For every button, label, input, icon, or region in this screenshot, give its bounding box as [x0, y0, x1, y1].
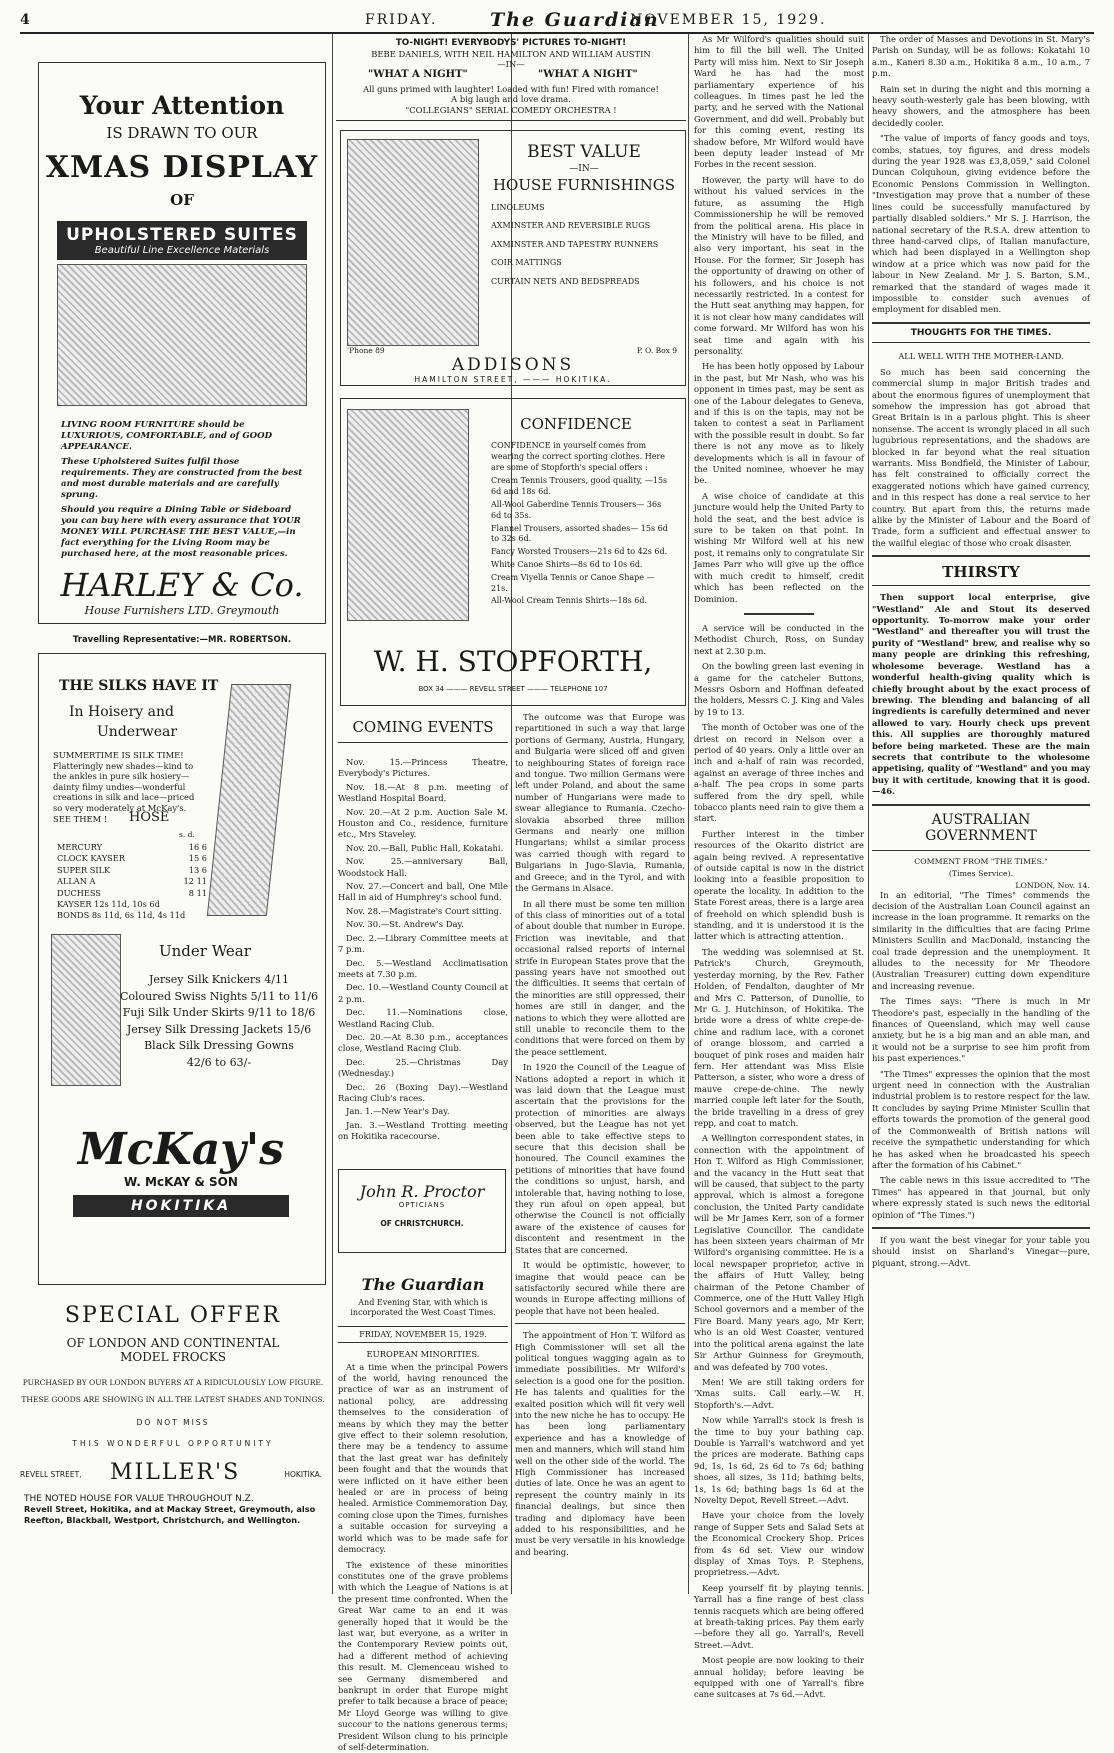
paragraph: At a time when the principal Powers of the world, having renounced the practice of war as an instrument of national policy, are addressing themselves to the consideration of means by which they may the better give effect to their solemn resolution, there may be a tendency to assume that the last great war has definitely been fought and that the wounds that were inflicted on it have either been healed or are in process of being healed. Armistice Commemoration Day, coming close upon the Times, furnishes a suitable occasion for surveying a world which was to be made safe for democracy. [338, 1362, 508, 1556]
underwear-item: Jersey Silk Knickers 4/11 [119, 972, 319, 989]
ad-item: All-Wool Cream Tennis Shirts—18s 6d. [491, 596, 671, 607]
column-rule [688, 34, 689, 1594]
event-item: Nov. 18.—At 8 p.m. meeting of Westland Hospital Board. [338, 782, 508, 805]
ad-item: Cream Viyella Tennis or Canoe Shape —21s. [491, 573, 671, 595]
paragraph: "The value of imports of fancy goods and toys, combs, statues, toy figures, and dress models during the year 1928 was £3,8,059," said Colonel Duncan Colquhoun, giving evidence before the Economic Pensions Commission in Wellington. "Investigation may prove that a number of these lines could be successfully manufactured by partially disabled soldiers." Mr S. J. Harrison, the national secretary of the R.S.A. drew attention to three hand-carved clips, of Italian manufacture, which had been displayed in a Wellington shop window at a price which was now paid for the labour in New Zealand. Mr J. S. Barton, S.M., remarked that the standard of wages made it impossible to consider such avenues of employment for disabled men. [872, 133, 1090, 316]
paragraph: The outcome was that Europe was repartitioned in such a way that large portions of Germany, Austria, Hungary, and Bulgaria were sliced off and given to neighbouring States of foreign race and tongue. Two million Germans were left under Poland, and about the same number of Hungarians were made to swear allegiance to Rumania. Czecho-slovakia absorbed three million Germans and nearly one million Hungarians; whilst a similar process was carried though with regard to Bulgarians in Jugo-Slavia, Rumania, and Greece; and in the Tyrol, and with the Germans in Alsace. [515, 712, 685, 895]
hose-item [57, 899, 207, 910]
hose-item [57, 876, 207, 887]
paragraph: The order of Masses and Devotions in St. Mary's Parish on Sunday, will be as follows: Kokatahi 10 a.m., Kaneri 8.30 a.m., Hokitika 8 a.m., 10 a.m., 7 p.m. [872, 34, 1090, 80]
event-item: Dec. 25.—Christmas Day (Wednesday.) [338, 1057, 508, 1080]
ad-item: LINOLEUMS [491, 203, 677, 214]
paragraph: In an editorial, "The Times" commends the decision of the Australian Loan Council against an increase in the loan programme. It remarks on the similarity in the difficulties that are facing Prime Ministers Scullin and MacDonald, instancing the coal trade depression and the unemployment. It alludes to the necessity for Mr Theodore (Australian Treasurer) cutting down expenditure and increasing revenue. [872, 890, 1090, 993]
mckay-logo: McKay's W. McKAY & SON HOKITIKA [49, 1124, 313, 1254]
ad-line: IS DRAWN TO OUR [39, 124, 325, 142]
ad-item: AXMINSTER AND TAPESTRY RUNNERS [491, 240, 677, 251]
paragraph: Men! We are still taking orders for 'Xmas suits. Call early.—W. H. Stopforth's.—Advt. [694, 1377, 864, 1411]
underwear-item: Coloured Swiss Nights 5/11 to 11/6 [119, 989, 319, 1006]
hose-price: 16 6 [189, 842, 207, 853]
thirsty-title: THIRSTY [872, 563, 1090, 581]
masthead-day: FRIDAY. [365, 12, 437, 28]
woman-illustration [51, 934, 121, 1086]
ad-item: Fancy Worsted Trousers—21s 6d to 42s 6d. [491, 547, 671, 558]
vinegar-advt: If you want the best vinegar for your table you should insist on Sharland's Vinegar—pure, piquant, strong.—Advt. [872, 1235, 1090, 1269]
ad-items [491, 203, 677, 288]
column-rule [332, 34, 333, 1594]
guardian-nameplate: The Guardian [338, 1275, 508, 1294]
hose-name: MERCURY [57, 842, 102, 852]
ad-copy: LIVING ROOM FURNITURE should be LUXURIOUS, COMFORTABLE, and of GOOD APPEARANCE. These Upholstered Suites fulfil those requirements. They are constructed from the best and most durable materials and are carefully sprung. Should you require a Dining Table or Sideboard you can buy here with every assurance that YOUR MONEY WILL PURCHASE THE BEST VALUE,—in fact everything for the Living Room may be purchased here, at the most reasonable prices. [61, 420, 307, 560]
firm-name: MILLER'S [110, 1460, 240, 1485]
paragraph: A service will be conducted in the Methodist Church, Ross, on Sunday next at 2.30 p.m. [694, 623, 864, 657]
paragraph: In 1920 the Council of the League of Nations adopted a report in which it was laid down that the League must ascertain that the provisions for the protection of minorities are always observed, but the League has not yet been able to take effective steps to secure that this decision shall be honoured. The Council examines the petitions of minorities that have found the conditions so unjust, harsh, and intolerable that, having nothing to lose, they run afoul on open appeal, but otherwise the Council is not officially aware of the existence of causes for discontent and resentment in the States that are concerned. [515, 1062, 685, 1256]
hose-price: 13 6 [189, 865, 207, 876]
paragraph: It would be optimistic, however, to imagine that would peace can be satisfactorily secured while there are wounds in Europe affecting millions of people that have not been healed. [515, 1260, 685, 1317]
wilford-article [694, 34, 864, 605]
masthead-title: The Guardian [490, 9, 660, 31]
page-number: 4 [20, 12, 32, 28]
ad-copy: CONFIDENCE in yourself comes from wearing the correct sporting clothes. Here are some of Stopforth's special offers : Cream Tennis Trousers, good quality, —15s 6d and 18s 6d. All-Wool Gaberdine Tennis Trousers— 36s 6d to 35s. Flannel Trousers, assorted shades— 15s 6d to 32s 6d. Fancy Worsted Trousers—21s 6d to 42s 6d. White Canoe Shirts—8s 6d to 10s 6d. Cream Viyella Tennis or Canoe Shape —21s. All-Wool Cream Tennis Shirts—18s 6d. [491, 441, 671, 609]
paragraph: Most people are now looking to their annual holiday; before leaving be equipped with one of Yarrall's fibre cane suitcases at 7s 6d.—Advt. [694, 1655, 864, 1701]
underwear-heading: Under Wear [159, 942, 251, 960]
hose-heading: HOSE [129, 810, 169, 825]
editorial-body [515, 712, 685, 1317]
ad-item: AXMINSTER AND REVERSIBLE RUGS [491, 221, 677, 232]
event-item: Jan. 3.—Westland Trotting meeting on Hokitika racecourse. [338, 1120, 508, 1143]
paragraph: The existence of these minorities constitutes one of the grave problems with which the League of Nations is at the present time confronted. When the Great War came to an end it was generally hoped that it would be the last war, but everyone, as a writer in the Contemporary Review points out, had a different method of achieving this result. M. Clemenceau wished to see Germany dismembered and bankrupt in order that Europe might prefer to talk because a brace of peace; Mr Lloyd George was willing to give succour to the nations generous terms; President Wilson clung to his principle of self-determination. [338, 1560, 508, 1753]
event-item: Nov. 28.—Magistrate's Court sitting. [338, 906, 508, 917]
ad-item: Cream Tennis Trousers, good quality, —15s 6d and 18s 6d. [491, 476, 671, 498]
paragraph: A Wellington correspondent states, in connection with the appointment of Hon T. Wilford as High Commissioner, and the vacancy in the Hutt seat that will be caused, that subject to the party approval, which is almost a foregone conclusion, the United Party candidate will be Mr James Kerr, son of a former Legislative Councillor. The candidate has been sixteen years chairman of Mr Wilford's organising committee. He is a local newspaper proprietor, active in the affairs of Hutt Valley, being chairman of the Petone Chamber of Commerce, one of the Hutt Valley High School governors and a member of the Fire Board. Many years ago, Mr Kerr, who is an old West Coaster, ventured into the political arena against the late Sir Arthur Guinness for Greymouth, and was defeated by 700 votes. [694, 1133, 864, 1373]
millers-ad: SPECIAL OFFER OF LONDON AND CONTINENTAL MODEL FROCKS PURCHASED BY OUR LONDON BUYERS AT A RIDICULOUSLY LOW FIGURE. THESE GOODS ARE SHOWING IN ALL THE LATEST SHADES AND TONINGS. DO NOT MISS THIS WONDERFUL OPPORTUNITY REVELL STREET, MILLER'S HOKITIKA. THE NOTED HOUSE FOR VALUE THROUGHOUT N.Z. Revell Street, Hokitika, and at Mackay Street, Greymouth, also Reefton, Blackball, Westport, Christchurch, and Wellington. [20, 1293, 326, 1593]
paragraph: "The Times" expresses the opinion that the most urgent need in connection with the Australian industrial problem is to restore respect for the law. It concludes by saying Prime Minister Scullin that efforts towards the promotion of the general good of the Commonwealth of British nations will receive the sympathetic understanding for which he has asked when he broadcasted his speech after the formation of his Cabinet." [872, 1069, 1090, 1172]
mckay-ad: THE SILKS HAVE IT In Hoisery and Underwear SUMMERTIME IS SILK TIME! Flatteringly new shades—kind to the ankles in pure silk hosiery—dainty filmy undies—wonderful creations in silk and lace—priced so very moderately at McKay's. SEE THEM ! HOSE s. d. MERCURY 16 6 CLOCK KAYSER 15 6 SUPER SILK 13 6 ALLAN A 12 11 DUCHESS 8 11 KAYSER 12s 11d, 10s 6d BONDS 8s 11d, 6s 11d, 4s 11d Under Wear Jersey Silk Knickers 4/11 Coloured Swiss Nights 5/11 to 11/6 Fuji Silk Under Skirts 9/11 to 18/6 Jersey Silk Dressing Jackets 15/6 Black Silk Dressing Gowns 42/6 to 63/- McKay's W. McKAY & SON HOKITIKA [38, 653, 326, 1285]
ad-item: White Canoe Shirts—8s 6d to 10s 6d. [491, 560, 671, 571]
paragraph: The month of October was one of the driest on record in Nelson over a period of 40 years. Only a little over an inch and a-half of rain was recorded, against an average of three inches and a-half. The pea crops in some parts suffered from the dry spell, while tobacco plants need rain to give them a start. [694, 722, 864, 825]
underwear-item: Black Silk Dressing Gowns [119, 1038, 319, 1055]
issue-date: FRIDAY, NOVEMBER 15, 1929. [338, 1326, 508, 1343]
event-item: Nov. 25.—anniversary Ball, Woodstock Hall. [338, 856, 508, 879]
column-rule [868, 34, 869, 1594]
underwear-item: Fuji Silk Under Skirts 9/11 to 18/6 [119, 1005, 319, 1022]
paragraph: A wise choice of candidate at this juncture would help the United Party to hold the seat, and the best advice is sure to be taken on that point. In wishing Mr Wilford well at his new post, it remains only to congratulate Sir James Parr who will give up the office with much credit to himself, credit which has been reflected on the Dominion. [694, 491, 864, 605]
paragraph: In all there must be some ten million of this class of minorities out of a total of about double that number in Europe. Friction was inevitable, and that occasional ralsed reports of internal strife in European States prove that the passing years have not smoothed out the difficulties. It seems that certain of the minorities are still oppressed, their homes are still in danger, and the nations to which they were allotted are still unable to reconcile them to the conditions that were forced on them by the peace settlement. [515, 899, 685, 1059]
hose-name: CLOCK KAYSER [57, 853, 125, 863]
event-item: Nov. 27.—Concert and ball, One Mile Hall in aid of Humphrey's school fund. [338, 881, 508, 904]
hose-name: KAYSER 12s 11d, 10s 6d [57, 899, 160, 909]
paragraph: Keep yourself fit by playing tennis. Yarrall has a fine range of best class tennis racquets which are being offered at breath-taking prices. Pay them early—before they all go. Yarrall's, Revell Street.—Advt. [694, 1583, 864, 1651]
hose-item [57, 910, 207, 921]
paragraph: Further interest in the timber resources of the Okarito district are again being revived. A representative of outside capital is now in the district looking into a feasible proposition to operate the locality. In addition to the State Forest areas, there is a large area of freehold on which splendid bush is standing, and it is understood it is the latter which is attracting attention. [694, 829, 864, 943]
masthead [20, 12, 1094, 32]
paragraph: However, the party will have to do without his valued services in the future, as assuming the High Commissionership he will be removed from the political arena. His place in the Ministry will have to be filled, and also very important, his seat in the House. For the former, Sir Joseph has the opportunity of drawing on other of his followers, and his choice is not necessarily restricted. In a contest for the Hutt seat anything may happen, for it is not clear how many candidates will come forward. Mr Wilford has won his seat time and again with his personality. [694, 175, 864, 358]
hose-name: SUPER SILK [57, 865, 110, 875]
paragraph: The wedding was solemnised at St. Patrick's Church, Greymouth, yesterday morning, by the Rev. Father Holden, of Fendalton, daughter of Mr and Mrs C. Patterson, of Dunollie, to Mr G. J. Hutchinson, of Hokitika. The bride wore a dress of white crepe-de-chine and radium lace, with a coronet of orange blossom, and carried a bouquet of pink roses and maiden hair fern. Her attendant was Miss Elsie Patterson, a sister, who wore a dress of mauve crepe-de-chine. The newly married couple left later for the South, the bride travelling in a dress of grey repp, and coat to match. [694, 947, 864, 1130]
paragraph: As Mr Wilford's qualities should suit him to fill the bill well. The United Party will miss him. Next to Sir Joseph Ward he has had the most parliamentary experience of his colleagues. In times past he led the party, and he served with the National Government, and did well. Probably but for this coming event, resting its shadow before, Mr Wilford would have been deputy leader instead of Mr Forbes in the recent session. [694, 34, 864, 171]
film-title: "WHAT A NIGHT" [368, 70, 468, 81]
column-2-lower: COMING EVENTS Nov. 15.—Princess Theatre, Everybody's Pictures. Nov. 18.—At 8 p.m. meeting of Westland Hospital Board. Nov. 20.—At 2 p.m. Auction Sale M. Houston and Co., residence, furniture etc., Mrs Staveley. Nov. 20.—Ball, Public Hall, Kokatahi. Nov. 25.—anniversary Ball, Woodstock Hall. Nov. 27.—Concert and ball, One Mile Hall in aid of Humphrey's school fund. Nov. 28.—Magistrate's Court sitting. Nov. 30.—St. Andrew's Day. Dec. 2.—Library Committee meets at 7 p.m. Dec. 5.—Westland Acclimatisation meets at 7.30 p.m. Dec. 10.—Westland County Council at 2 p.m. Dec. 11.—Nominations close, Westland Racing Club. Dec. 20.—At 8.30 p.m., acceptances close, Westland Racing Club. Dec. 25.—Christmas Day (Wednesday.) Dec. 26 (Boxing Day).—Westland Racing Club's races. Jan. 1.—New Year's Day. Jan. 3.—Westland Trotting meeting on Hokitika racecourse. John R. Proctor OPTICIANS OF CHRISTCHURCH. The Guardian And Evening Star, with which is incorporated the West Coast Times. FRIDAY, NOVEMBER 15, 1929. EUROPEAN MINORITIES. At a time when the principal Powers of the world, having renounced the practice of war as an instrument of national policy, are addressing themselves to the consideration of means by which they may the better give effect to their solemn resolution, there may be a tendency to assume that the last great war has definitely been fought and that the wounds that were inflicted on it have either been healed or are in process of being healed. Armistice Commemoration Day, coming close upon the Times, furnishes a suitable occasion for surveying a world which was to be made safe for democracy. The existence of these minorities constitutes one of the grave problems with which the League of Nations is at the present time confronted. When the Great War came to an end it was generally hoped that it would be the last war, but everyone, as a writer in the Contemporary Review points out, had a different method of achieving this result. M. Clemenceau wished to see Germany dismembered and bankrupt in order that Europe might prefer to talk because a brace of peace; Mr Lloyd George was willing to give succour to the nations generous terms; President Wilson clung to his principle of self-determination. [338, 712, 508, 1592]
event-item: Dec. 2.—Library Committee meets at 7 p.m. [338, 933, 508, 956]
hose-item [57, 865, 207, 876]
ad-sub: OF LONDON AND CONTINENTAL MODEL FROCKS [20, 1336, 326, 1364]
thoughts-title: THOUGHTS FOR THE TIMES. [872, 328, 1090, 338]
ad-headline: THE SILKS HAVE IT [59, 678, 218, 694]
ad-headline: XMAS DISPLAY [39, 150, 325, 185]
hose-price: 8 11 [189, 888, 207, 899]
ad-line: OF [39, 191, 325, 209]
event-item: Dec. 10.—Westland County Council at 2 p.m. [338, 982, 508, 1005]
ad-headline: Your Attention [39, 91, 325, 120]
ad-item: COIR MATTINGS [491, 258, 677, 269]
event-item: Dec. 20.—At 8.30 p.m., acceptances close, Westland Racing Club. [338, 1032, 508, 1055]
addisons-ad: BEST VALUE —IN— HOUSE FURNISHINGS LINOLEUMS AXMINSTER AND REVERSIBLE RUGS AXMINSTER AND TAPESTRY RUNNERS COIR MATTINGS CURTAIN NETS AND BEDSPREADS 'Phone 89 P. O. Box 9 ADDISONS HAMILTON STREET, ——— HOKITIKA. [340, 130, 686, 386]
paragraph: The cable news in this issue accredited to "The Times" has appeared in that journal, but only where expressly stated is such news the editorial opinion of "The Times.") [872, 1175, 1090, 1221]
underwear-item: 42/6 to 63/- [119, 1055, 319, 1072]
ad-headline: CONFIDENCE [481, 415, 671, 433]
event-item: Nov. 20.—At 2 p.m. Auction Sale M. Houston and Co., residence, furniture etc., Mrs Staveley. [338, 807, 508, 841]
paragraph: The Times says: "There is much in Mr Theodore's past, especially in the handling of the finances of Queensland, which may well cause anxiety, but he is a big man and an able man, and it would not be a surprise to see him profit from his past experiences." [872, 996, 1090, 1064]
proctor-ad: John R. Proctor OPTICIANS OF CHRISTCHURCH. [338, 1169, 506, 1253]
ad-headline: SPECIAL OFFER [20, 1303, 326, 1328]
editorial-body [338, 1362, 508, 1753]
drapery-illustration [347, 139, 479, 346]
events-list [338, 757, 508, 1143]
hose-price: 12 11 [184, 876, 207, 887]
ad-copy: BEST VALUE —IN— HOUSE FURNISHINGS LINOLEUMS AXMINSTER AND REVERSIBLE RUGS AXMINSTER AND TAPESTRY RUNNERS COIR MATTINGS CURTAIN NETS AND BEDSPREADS [491, 147, 677, 295]
event-item: Nov. 20.—Ball, Public Hall, Kokatahi. [338, 843, 508, 854]
australian-title: AUSTRALIAN [872, 812, 1090, 828]
column-3-lower [515, 712, 685, 1592]
furniture-illustration [57, 264, 307, 406]
event-item: Dec. 5.—Westland Acclimatisation meets at 7.30 p.m. [338, 958, 508, 981]
event-item: Dec. 11.—Nominations close, Westland Racing Club. [338, 1007, 508, 1030]
underwear-item: Jersey Silk Dressing Jackets 15/6 [119, 1022, 319, 1039]
firm-name: HARLEY & Co. [39, 566, 325, 604]
ad-rep: Travelling Representative:—MR. ROBERTSON. [39, 635, 325, 645]
tennis-player-illustration [347, 409, 469, 621]
news-items [872, 34, 1090, 316]
paragraph: Rain set in during the night and this morning a heavy south-westerly gale has been blowing, with heavy showers, and the atmosphere has been decidedly cooler. [872, 84, 1090, 130]
editorial-title: EUROPEAN MINORITIES. [338, 1349, 508, 1359]
ad-item: All-Wool Gaberdine Tennis Trousers— 36s 6d to 35s. [491, 500, 671, 522]
ad-banner: UPHOLSTERED SUITES Beautiful Line Excellence Materials [57, 221, 307, 260]
ad-copy: SUMMERTIME IS SILK TIME! Flatteringly new shades—kind to the ankles in pure silk hosiery—dainty filmy undies—wonderful creations in silk and lace—priced so very moderately at McKay's. SEE THEM ! [53, 750, 203, 824]
column-4 [694, 34, 864, 1594]
event-item: Jan. 1.—New Year's Day. [338, 1106, 508, 1117]
firm-name: W. H. STOPFORTH, [341, 645, 685, 678]
section-rule [336, 120, 686, 121]
hose-name: ALLAN A [57, 876, 95, 886]
news-items [694, 623, 864, 1701]
hose-list [57, 842, 207, 922]
paragraph: On the bowling green last evening in a game for the catcheler Buttons, Messrs Osborn and Hoffman defeated the holders, Messrs C. J. King and Vales by 19 to 13. [694, 661, 864, 718]
paragraph: He has been hotly opposed by Labour in the past, but Mr Nash, who was his opponent in times past, may be sent as one of the Labour delegates to Geneva, and if this is on the tapis, may not be taken to contest a seat in Parliament with the possible result in doubt. So far there is not any move as to likely developments which is all in favour of the United nominee, whoever he may be. [694, 361, 864, 486]
hose-item [57, 888, 207, 899]
event-item: Nov. 30.—St. Andrew's Day. [338, 919, 508, 930]
paragraph: Now while Yarrall's stock is fresh is the time to buy your bathing cap. Double is Yarrall's watchword and yet the prices are moderate. Bathing caps 9d, 1s, 1s 6d, 2s 6d to 7s 6d; bathing shoes, all sizes, 3s 11d; bathing belts, 1s, 1s 6d; bathing bags 1s 6d at the Novelty Depot, Revell Street.—Advt. [694, 1415, 864, 1506]
wilford-article [515, 1330, 685, 1558]
paragraph: The appointment of Hon T. Wilford as High Commissioner will set all the political tongues wagging again as to immediate possibilities. Mr Wilford's selection is a good one for the position. He has talents and qualities for the exalted position which will fit very well into the new niche he has to occupy. He has been long parliamentary experience and has a knowledge of men and manners, which will stand him well on the other side of the world. The High Commissioner has increased duties of late. Once he was an agent to represent the country mainly in its financial dealings, but since then trading and diplomacy have been added to his responsibilities, and he must be very versatile in his knowledge and bearing. [515, 1330, 685, 1558]
ad-item: Flannel Trousers, assorted shades— 15s 6d to 32s 6d. [491, 524, 671, 546]
ad-item: CURTAIN NETS AND BEDSPREADS [491, 277, 677, 288]
pictures-ad: TO-NIGHT! EVERYBODYS' PICTURES TO-NIGHT! BEBE DANIELS, WITH NEIL HAMILTON AND WILLIAM AUSTIN —IN— "WHAT A NIGHT" "WHAT A NIGHT" All guns primed with laughter! Loaded with fun! Fired with romance! A big laugh and love drama. "COLLEGIANS" SERIAL COMEDY ORCHESTRA ! [338, 38, 684, 120]
masthead-date: NOVEMBER 15, 1929. [630, 12, 826, 28]
hose-price: 15 6 [189, 853, 207, 864]
thirsty-body: Then support local enterprise, give "Westland" Ale and Stout its deserved opportunity. To-morrow make your order "Westland" and thereafter you will trust the purity of "Westland" brew, and realise why so many people are drinking this refreshing, wholesome beverage. Westland has a wonderful health-giving quality which is chiefly brought about by the exact process of brewing. The blending and balancing of all ingredients is carefully determined and never allowed to vary. Hourly check ups prevent this. All supplies are thoroughly matured before being marketed. These are the main secrets that contribute to the wholesome appetising, quality of "Westland" and you may buy it with certitude, knowing that it is good.—46. [872, 592, 1090, 797]
underwear-list [119, 972, 319, 1071]
film-title: "WHAT A NIGHT" [538, 70, 638, 81]
harley-ad [38, 62, 326, 624]
coming-events-title: COMING EVENTS [338, 712, 508, 743]
event-item: Nov. 15.—Princess Theatre, Everybody's Pictures. [338, 757, 508, 780]
paragraph: Have your choice from the lovely range of Supper Sets and Salad Sets at the Economical Crockery Shop. Prices from 4s 6d set. View our window display of Xmas Toys. P. Stephens, proprietress.—Advt. [694, 1510, 864, 1578]
thoughts-body: So much has been said concerning the commercial slump in major British trades and about the enormous figures of unemployment that somehow the impression has got abroad that Great Britain is in a parlous plight. This is sheer nonsense. The accent is wrongly placed in all such lugubrious representations, and the shadows are blocked in far beyond what the real situation warrants. Miss Bondfield, the Minister of Labour, has felt constrained to officially correct the exaggerated notions which have gained currency, and in this respect has done a real service to her country. But apart from this, the returns made alike by the Minister of Labour and the Board of Trade, form a sufficient and effectual answer to the wailful elegiac of those who croak disaster. [872, 367, 1090, 550]
stopforth-ad: CONFIDENCE CONFIDENCE in yourself comes from wearing the correct sporting clothes. Here are some of Stopforth's special offers : Cream Tennis Trousers, good quality, —15s 6d and 18s 6d. All-Wool Gaberdine Tennis Trousers— 36s 6d to 35s. Flannel Trousers, assorted shades— 15s 6d to 32s 6d. Fancy Worsted Trousers—21s 6d to 42s 6d. White Canoe Shirts—8s 6d to 10s 6d. Cream Viyella Tennis or Canoe Shape —21s. All-Wool Cream Tennis Shirts—18s 6d. W. H. STOPFORTH, BOX 34 ——— REVELL STREET ——— TELEPHONE 107 [340, 398, 686, 706]
event-item: Dec. 26 (Boxing Day).—Westland Racing Club's races. [338, 1082, 508, 1105]
hose-item [57, 842, 207, 853]
hose-name: DUCHESS [57, 888, 101, 898]
column-6: The order of Masses and Devotions in St. Mary's Parish on Sunday, will be as follows: Kokatahi 10 a.m., Kaneri 8.30 a.m., Hokitika 8 a.m., 10 a.m., 7 p.m. Rain set in during the night and this morning a heavy south-westerly gale has been blowing, with heavy showers, and the atmosphere has been decidedly cooler. "The value of imports of fancy goods and toys, combs, statues, toy figures, and dress models during the year 1928 was £3,8,059," said Colonel Duncan Colquhoun, giving evidence before the Economic Pensions Commission in Wellington. "Investigation may prove that a number of these lines could be successfully manufactured by partially disabled soldiers." Mr S. J. Harrison, the national secretary of the R.S.A. drew attention to three hand-carved clips, of Italian manufacture, which had been displayed in a Wellington shop window at a price which was now paid for the labour in New Zealand. Mr J. S. Barton, S.M., remarked that the standard of wages made it impossible to consider such avenues of employment for disabled men. THOUGHTS FOR THE TIMES. ALL WELL WITH THE MOTHER-LAND. So much has been said concerning the commercial slump in major British trades and about the enormous figures of unemployment that somehow the impression has got abroad that Great Britain is in a parlous plight. This is sheer nonsense. The accent is wrongly placed in all such lugubrious representations, and the shadows are blocked in far beyond what the real situation warrants. Miss Bondfield, the Minister of Labour, has felt constrained to officially correct the exaggerated notions which have gained currency, and in this respect has done a real service to her country. But apart from this, the returns made alike by the Minister of Labour and the Board of Trade, form a sufficient and effectual answer to the wailful elegiac of those who croak disaster. THIRSTY Then support local enterprise, give "Westland" Ale and Stout its deserved opportunity. To-morrow make your order "Westland" and thereafter you will trust the purity of "Westland" brew, and realise why so many people are drinking this refreshing, wholesome beverage. Westland has a wonderful health-giving quality which is chiefly brought about by the exact process of brewing. The blending and balancing of all ingredients is carefully determined and never allowed to vary. Hourly check ups prevent this. All supplies are thoroughly matured before being marketed. These are the main secrets that contribute to the wholesome appetising, quality of "Westland" and you may buy it with certitude, knowing that it is good.—46. AUSTRALIAN GOVERNMENT COMMENT FROM "THE TIMES." (Times Service). LONDON, Nov. 14. In an editorial, "The Times" commends the decision of the Australian Loan Council against an increase in the loan programme. It remarks on the similarity in the difficulties that are facing Prime Ministers Scullin and MacDonald, instancing the coal trade depression and the unemployment. It alludes to the necessity for Mr Theodore (Australian Treasurer) cutting down expenditure and increasing revenue. The Times says: "There is much in Mr Theodore's past, especially in the handling of the finances of Queensland, which may well cause anxiety, but he is a big man and an able man, and it would not be a surprise to see him profit from his past experiences." "The Times" expresses the opinion that the most urgent need in connection with the Australian industrial problem is to restore respect for the law. It concludes by saying Prime Minister Scullin that efforts towards the promotion of the general good of the Commonwealth of British nations will receive the sympathetic understanding for which he has asked when he broadcasted his speech after the formation of his Cabinet." The cable news in this issue accredited to "The Times" has appeared in that journal, but only where expressly stated is such news the editorial opinion of "The Times.") If you want the best vinegar for your table you should insist on Sharland's Vinegar—pure, piquant, strong.—Advt. [872, 34, 1090, 1594]
hose-item [57, 853, 207, 864]
australian-body [872, 890, 1090, 1221]
firm-sub: House Furnishers LTD. Greymouth [39, 604, 325, 617]
hose-name: BONDS 8s 11d, 6s 11d, 4s 11d [57, 910, 185, 920]
firm-name: ADDISONS [341, 355, 685, 375]
stocking-illustration [207, 684, 291, 916]
